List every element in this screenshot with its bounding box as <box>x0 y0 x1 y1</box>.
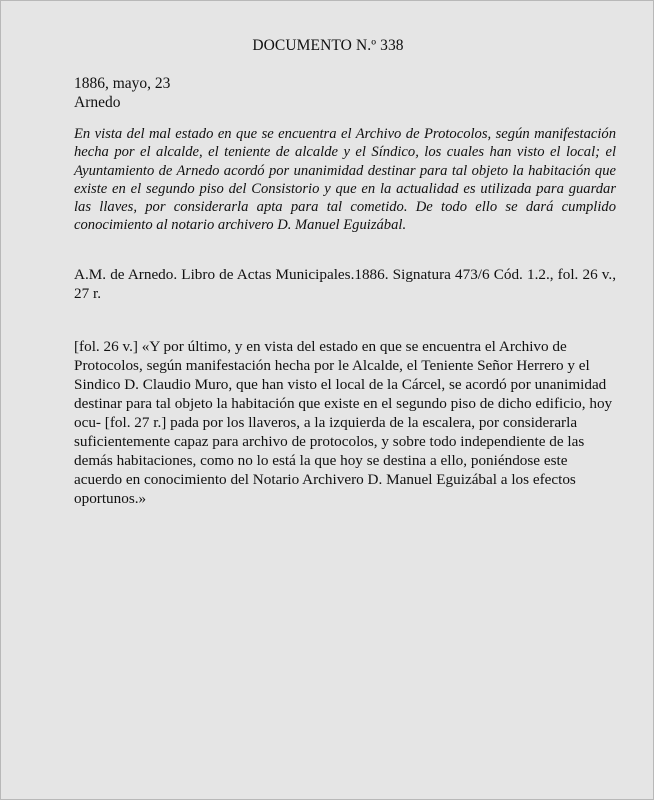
document-date: 1886, mayo, 23 <box>74 75 171 92</box>
document-title: DOCUMENTO N.º 338 <box>252 37 404 54</box>
archival-source: A.M. de Arnedo. Libro de Actas Municipales.1886. Signatura 473/6 Cód. 1.2., fol. 26 v., 27 r. <box>74 266 616 302</box>
date-place-block <box>74 74 170 112</box>
document-place: Arnedo <box>74 94 121 111</box>
document-transcription: [fol. 26 v.] «Y por último, y en vista del estado en que se encuentra el Archivo de Protocolos, según manifestación hecha por le Alcalde, el Teniente Señor Herrero y el Sindico D. Claudio Muro, que han visto el local de la Cárcel, se acordó por unanimidad destinar para tal objeto la habitación que existe en el segundo piso de dicho edificio, hoy ocu- [fol. 27 r.] pada por los llaveros, a la izquierda de la escalera, por considerarla suficientemente capaz para archivo de protocolos, y sobre todo independiente de las demás habitaciones, como no lo está la que hoy se destina a ello, poniéndose este acuerdo en conocimiento del Notario Archivero D. Manuel Eguizábal a los efectos oportunos.» <box>74 338 613 507</box>
document-summary: En vista del mal estado en que se encuentra el Archivo de Protocolos, según manifestación hecha por el alcalde, el teniente de alcalde y el Síndico, los cuales han visto el local; el Ayuntamiento de Arnedo acordó por unanimidad destinar para tal objeto la habitación que existe en el segundo piso del Consistorio y que en la actualidad es utilizada para guardar las llaves, por considerarla apta para tal cometido. De todo ello se dará cumplido conocimiento al notario archivero D. Manuel Eguizábal. <box>74 126 616 234</box>
